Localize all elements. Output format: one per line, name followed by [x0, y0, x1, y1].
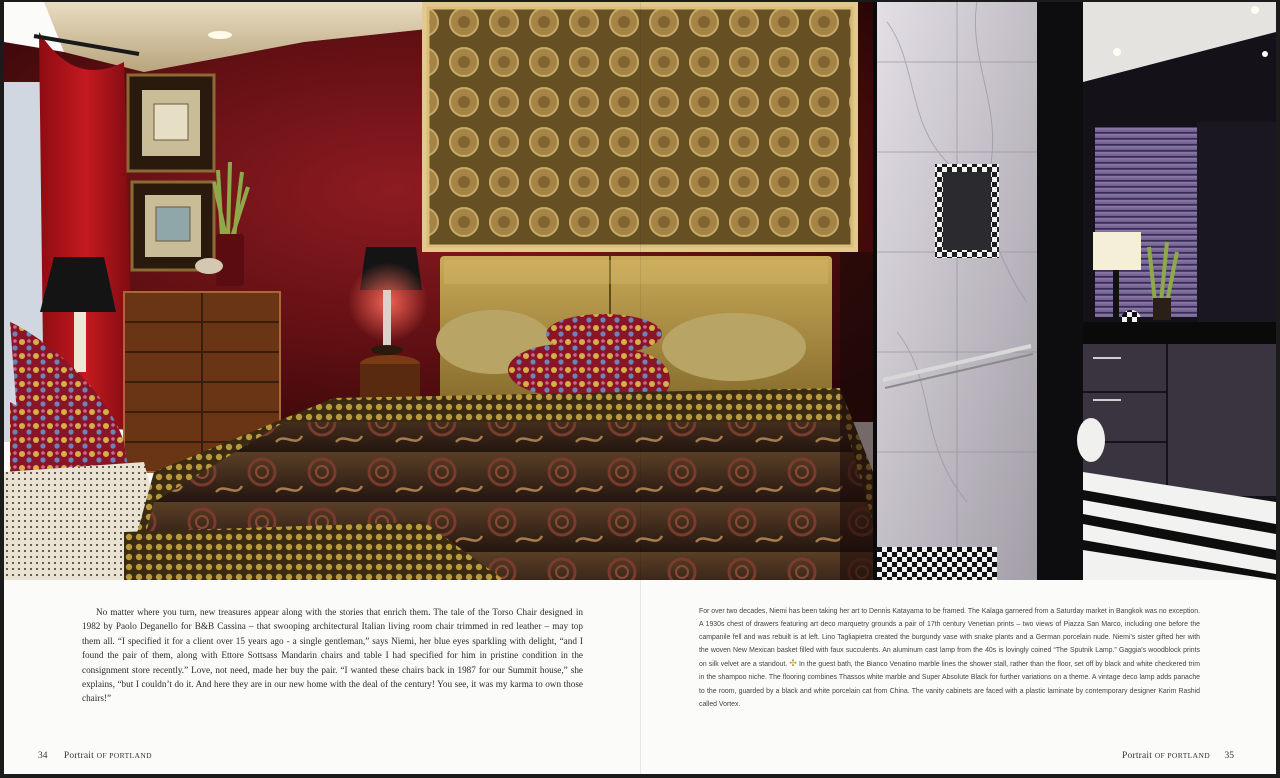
bedroom-photo	[4, 2, 873, 580]
page-number-right: 35	[1224, 751, 1234, 761]
page-gutter	[640, 2, 641, 774]
magazine-title: Portrait	[1122, 751, 1153, 761]
right-body-text-part2: In the guest bath, the Bianco Venatino marble lines the shower stall, rather than the floor, set off by black and white checkered trim in the shampoo niche. The flooring combines Thassos white marble and Super Absolute Black for further variations on a theme. A vintage deco lamp adds panache to the room, guarded by a black and white porcelain cat from China. The vanity cabinets are faced with a plastic laminate by contemporary designer Karim Rashid called Vortex.	[699, 661, 1200, 708]
right-folio	[1108, 751, 1234, 761]
magazine-title: Portrait	[63, 751, 94, 761]
magazine-spread	[4, 2, 1276, 774]
right-body-text-part1: For over two decades, Niemi has been taking her art to Dennis Katayama to be framed. The Kalaga garnered from a Saturday market in Bangkok was no exception. A 1930s chest of drawers featuring art deco marquetry grounds a pair of 17th century Venetian prints – two views of Piazza San Marco, including one before the campanile fell and was rebuilt is at left. Lino Tagliapietra created the burgundy vase with snake plants and a German porcelain nude. Niemi’s sister gifted her with the woven New Mexican basket filled with faux succulents. An aluminum cast lamp from the 40s is lovingly coined “The Sputnik Lamp.” Gaggia’s woodblock prints on silk velvet are a standout.	[699, 608, 1200, 669]
left-body-text: No matter where you turn, new treasures appear along with the stories that enrich them. The tale of the Torso Chair designed in 1982 by Paolo Deganello for B&B Cassina – that swooping architectural Italian living room chair trimmed in red leather – may top them all. “I specified it for a client over 15 years ago - a single gentleman,” says Niemi, her blue eyes sparkling with delight, “and I found the pair of them, along with Ettore Sottsass Mandarin chairs and table I had specified for him in pristine condition in the consignment store recently.” Love, not need, made her buy the pair. “I wanted these chairs back in 1987 for our Summit house,” she explains, “but I couldn’t do it. And here they are in our new home with the deal of the century! You see, it was my karma to own those chairs!”	[82, 607, 583, 704]
right-body-text	[699, 605, 1200, 711]
magazine-name-right	[1122, 751, 1210, 761]
left-folio	[38, 751, 152, 761]
magazine-suffix: OF PORTLAND	[1154, 751, 1211, 760]
magazine-suffix: OF PORTLAND	[96, 751, 152, 760]
bathroom-photo	[877, 2, 1276, 580]
page-number-left: 34	[38, 751, 48, 761]
magazine-name-left	[64, 751, 152, 761]
ornament-separator: ✣	[789, 658, 797, 669]
